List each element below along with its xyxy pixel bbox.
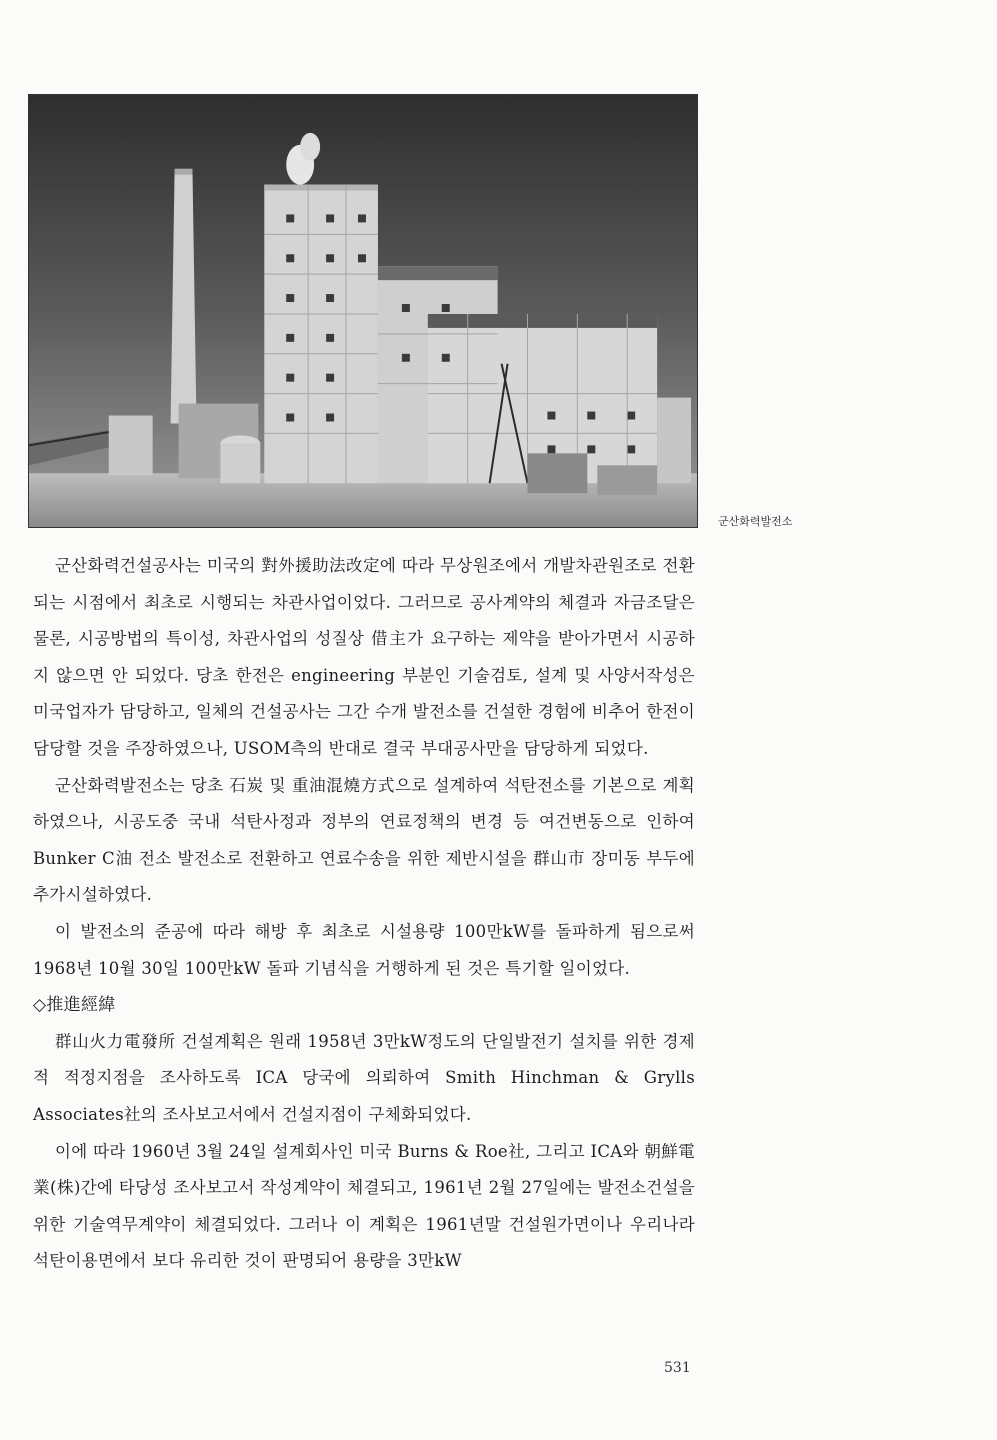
figure-caption: 군산화력발전소 bbox=[718, 515, 793, 528]
section-heading-title: 推進經緯 bbox=[46, 995, 116, 1016]
paragraph-2: 군산화력발전소는 당초 石炭 및 重油混燒方式으로 설계하여 석탄전소를 기본으로 계획하였으나, 시공도중 국내 석탄사정과 정부의 연료정책의 변경 등 여건변동으로 인하여 Bunker C油 전소 발전소로 전환하고 연료수송을 위한 제반시설을 群山市 장미동 부두에 추가시설하였다. bbox=[33, 775, 695, 905]
page-number: 531 bbox=[664, 1360, 691, 1376]
power-plant-illustration bbox=[29, 95, 697, 527]
paragraph-1: 군산화력건설공사는 미국의 對外援助法改定에 따라 무상원조에서 개발차관원조로 전환되는 시점에서 최초로 시행되는 차관사업이었다. 그러므로 공사계약의 체결과 자금조달은 물론, 시공방법의 특이성, 차관사업의 성질상 借主가 요구하는 제약을 받아가면서 시공하지 않으면 안 되었다. 당초 한전은 engineering 부분인 기술검토, 설계 및 사양서작성은 미국업자가 담당하고, 일체의 건설공사는 그간 수개 발전소를 건설한 경험에 비추어 한전이 담당할 것을 주장하였으나, USOM측의 반대로 결국 부대공사만을 담당하게 되었다. bbox=[33, 556, 695, 758]
body-text bbox=[33, 548, 695, 1280]
paragraph-3: 이 발전소의 준공에 따라 해방 후 최초로 시설용량 100만kW를 돌파하게 됨으로써 1968년 10월 30일 100만kW 돌파 기념식을 거행하게 된 것은 특기할 일이었다. bbox=[33, 921, 695, 978]
section-heading bbox=[33, 987, 695, 1024]
paragraph-4: 群山火力電發所 건설계획은 원래 1958년 3만kW정도의 단일발전기 설치를 위한 경제적 적정지점을 조사하도록 ICA 당국에 의뢰하여 Smith Hinchman & Grylls Associates社의 조사보고서에서 건설지점이 구체화되었다. bbox=[33, 1031, 695, 1124]
paragraph-5: 이에 따라 1960년 3월 24일 설계회사인 미국 Burns & Roe社, 그리고 ICA와 朝鮮電業(株)간에 타당성 조사보고서 작성계약이 체결되고, 1961년 2월 27일에는 발전소건설을 위한 기술역무계약이 체결되었다. 그러나 이 계획은 1961년말 건설원가면이나 우리나라 석탄이용면에서 보다 유리한 것이 판명되어 용량을 3만kW bbox=[33, 1141, 695, 1271]
power-plant-photo bbox=[28, 94, 698, 528]
diamond-icon: ◇ bbox=[33, 995, 47, 1016]
